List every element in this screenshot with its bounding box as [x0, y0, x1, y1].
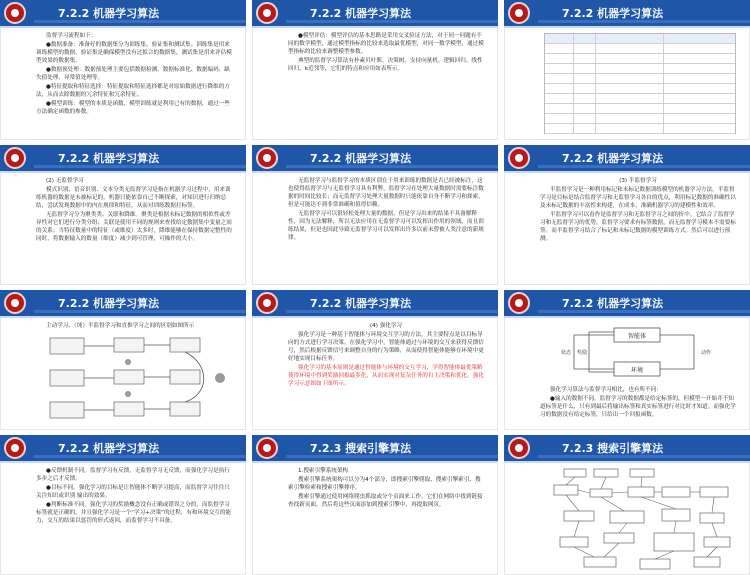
paragraph: 无监督学习分为聚类类、关联和降维。聚类是根据未标记数据的相似性或差异性对它们进行分类分组；关联是使用不同的规则来查找给定数据集中变量之间的关系；当特征数量中的特征（或维度）太多时，降维能够在保持数据完整性的同时，将数据输入的数量（维度）减少到可管理，可操作的大小。: [36, 212, 232, 242]
slide-thumbnail-5[interactable]: [252, 145, 498, 285]
paragraph: 无监督学习与监督学习的本质区别在于用来训练的数据是否已经被标注，这也使得监督学习与无监督学习具有利弊。监督学习在处理大量数据时需要标注数据的时间比较长；而无监督学习处理大量数据时只能依靠自身不断学习和探索，但是可能达不到非常准确和值得信赖。: [288, 178, 484, 208]
slide-body: [288, 32, 484, 136]
slide-thumbnail-4[interactable]: [0, 145, 246, 285]
slide-body: [36, 32, 232, 136]
slide-title: 7.2.2 机器学习算法: [310, 152, 412, 165]
university-logo-icon: [4, 147, 26, 169]
slide-thumbnail-2[interactable]: [252, 0, 498, 140]
university-logo-icon: [256, 437, 278, 459]
slide-title: 7.2.2 机器学习算法: [58, 7, 160, 20]
slide-title: 7.2.2 机器学习算法: [58, 152, 160, 165]
university-logo-icon: [508, 437, 530, 459]
paragraph: ●反馈机制不同。监督学习有反馈，无监督学习无反馈，而强化学习是执行多步之后才反馈。: [36, 468, 230, 482]
paragraph: (2) 无监督学习: [46, 178, 84, 184]
slide-thumbnail-1[interactable]: [0, 0, 246, 140]
slide-thumbnail-11[interactable]: [252, 435, 498, 575]
paragraph: 典型的监督学习算法有朴素贝叶斯、决策树、支持向量机、逻辑回归、线性回归、k近邻等，它们的特点和应用如表所示。: [288, 58, 483, 72]
slide-thumbnail-7[interactable]: [0, 290, 246, 430]
paragraph: ●判断标准不同。强化学习的奖励概念没有正确或错误之分的，而监督学习标签就是正确的，并且强化学习是一个“学习+决策”的过程，有和环境交互的能力，交互的结果以惩罚的形式返回，而监督学习不具备。: [36, 502, 232, 524]
slide-body: [36, 322, 232, 331]
university-logo-icon: [256, 2, 278, 24]
rl-state-label: 状态: [560, 350, 572, 356]
slide-title: 7.2.2 机器学习算法: [310, 297, 412, 310]
slide-body: [36, 467, 232, 571]
university-logo-icon: [508, 2, 530, 24]
slide-title: 7.2.2 机器学习算法: [562, 152, 664, 165]
paragraph: 无监督学习可以很轻松处理大量的数据，但是学习出来的结果不具备解释性，因为无法解释，所以无法应用在无监督学习可以发挥出作用的领域，而且训练结果，但是也因此导致无监督学习可以发挥出许多以前未曾被人类注意的新规律。: [288, 211, 484, 241]
reinforcement-learning-diagram: [544, 320, 734, 384]
university-logo-icon: [256, 147, 278, 169]
slide-body: [288, 467, 484, 571]
rl-reward-label: 奖励: [576, 350, 588, 356]
slide-thumbnail-9[interactable]: [504, 290, 750, 430]
slide-body: [540, 177, 736, 281]
paragraph: ●模型评估：模型评估的基本思路是采用交叉验证方法，对于同一问题有不同的数学模型，通过模型指标的比较来选取最优模型，对同一数学模型，通过模型指标的比较来调整模型参数。: [288, 33, 484, 55]
paragraph: 主动学习、（纯）半监督学习和直推学习之间的区别如图所示: [46, 323, 195, 329]
university-logo-icon: [508, 147, 530, 169]
slide-title: 7.2.2 机器学习算法: [310, 7, 412, 20]
paragraph: ●数据准备：准备好的数据集分为训练集、验证集和测试集。训练集是用来训练模型的数据，验证集是确保模型没有过拟合的数据集，测试集是用来评估模型效果的数据集。: [36, 42, 232, 64]
slide-thumbnail-6[interactable]: [504, 145, 750, 285]
learning-comparison-diagram: [40, 334, 240, 426]
algorithm-table-image: [544, 33, 736, 134]
paragraph: 半监督学习可以看作是监督学习和无监督学习之间的折中。它结合了监督学习和无监督学习的优势，监督学习要求有标签数据，而无监督学习模本不需要标签。而半监督学习结合了标记和未标记数据的模型训练方式。然后可以进行预测。: [540, 212, 736, 242]
slide-title: 7.2.2 机器学习算法: [562, 7, 664, 20]
university-logo-icon: [4, 292, 26, 314]
paragraph: 强化学习算法与监督学习相比，也有所不同：: [550, 387, 662, 393]
rl-action-label: 动作: [700, 350, 712, 356]
slide-thumbnail-10[interactable]: [0, 435, 246, 575]
slide-body: [36, 177, 232, 281]
university-logo-icon: [508, 292, 530, 314]
slide-title: 7.2.2 机器学习算法: [58, 297, 160, 310]
slide-body: [288, 322, 484, 426]
university-logo-icon: [256, 292, 278, 314]
university-logo-icon: [4, 437, 26, 459]
paragraph: ●数据预处理：数据预处理主要包括数据检测、数据标准化、数据编码、缺失值处理、异常值处理等。: [36, 67, 230, 81]
slide-body: [540, 386, 736, 426]
slide-thumbnail-3[interactable]: [504, 0, 750, 140]
university-logo-icon: [4, 2, 26, 24]
slide-title: 7.2.3 搜索引擎算法: [562, 442, 664, 455]
paragraph: 强化学习是一种基于智能体与环境交互学习的方法，其主要特点是以目标导向的方式进行学习决策。在强化学习中，智能体通过与环境的交互来获得反馈信号，然后根据反馈信号来调整自身的行为策略，从而使得智能体能够在环境中更好地实现目标任务。: [288, 332, 484, 362]
paragraph-highlight: 强化学习的基本原则是通过智能体与环境的交互学习，学得智能体最优策略使得环境中得到奖励回报最多化，从而实现对复杂任务的自主决策和优化。强化学习示意图如下图所示。: [288, 365, 484, 387]
slide-title: 7.2.3 搜索引擎算法: [310, 442, 412, 455]
slide-thumbnail-8[interactable]: [252, 290, 498, 430]
paragraph: ●输入的数据不同。监督学习的数据都是给定标签的，但模型一开始并不知道标签是什么，只有到最后将输出标签和真实标签进行对比时才知道。而强化学习的数据没有给定标签，只给出一个回报函数。: [540, 396, 736, 418]
paragraph: ●模型训练：模型的本质是函数，模型训练就是利用已有的数据，通过一些方法确定函数的参数。: [36, 101, 230, 115]
slide-body: [288, 177, 484, 281]
paragraph: 1.搜索引擎系统架构: [298, 468, 349, 474]
paragraph: 搜索引擎系统架构可以分为4个部分，即搜索引擎爬取、搜索引擎索引、搜索引擎检索和搜索引擎排序。: [288, 477, 481, 491]
slide-title: 7.2.2 机器学习算法: [58, 442, 160, 455]
slide-title: 7.2.2 机器学习算法: [562, 297, 664, 310]
paragraph: ●目标不同。强化学习的目标是让智能体不断学习提高，而监督学习往往只关注知识或识别 输出的效果。: [36, 485, 230, 499]
paragraph: 监督学习流程如下：: [46, 33, 97, 39]
paragraph: 搜索引擎通过使用网络爬虫抓取或分个页面来工作。它们在网络中找到链接查找新页面，然后将这些页面添加到搜索引擎中，再提取网页。: [288, 494, 483, 508]
paragraph: 模式识别、语音识别、文本分类无监督学习是指在机器学习过程中，用来训练机器的数据是未被标记的，机器只能依靠自己不断探索，对知识进行归纳总结，尝试发现数据中的内在规律和特征，从而对训练数据打标签。: [36, 187, 231, 209]
rl-agent-label: 智能体: [627, 333, 647, 340]
paragraph: ●特征提取和特征选择：特征提取和特征选择都是对原始数据进行降维的方法，从而去除数据的冗余特征和冗余特征。: [36, 84, 230, 98]
slide-thumbnail-12[interactable]: [504, 435, 750, 575]
paragraph: 半监督学习是一种利用标记和未标记数据训练模型的机器学习方法。半监督学习是目标是结合监督学习和无监督学习各自的优点，利用标记数据的准确性以及未标记数据的丰富性来构建，在成本、准确机器学习的建模性和效率。: [540, 187, 736, 209]
paragraph: (4) 强化学习: [369, 323, 403, 329]
search-engine-architecture-flowchart: [544, 467, 744, 573]
rl-env-label: 环境: [630, 367, 644, 374]
paragraph: (3) 半监督学习: [619, 178, 657, 184]
